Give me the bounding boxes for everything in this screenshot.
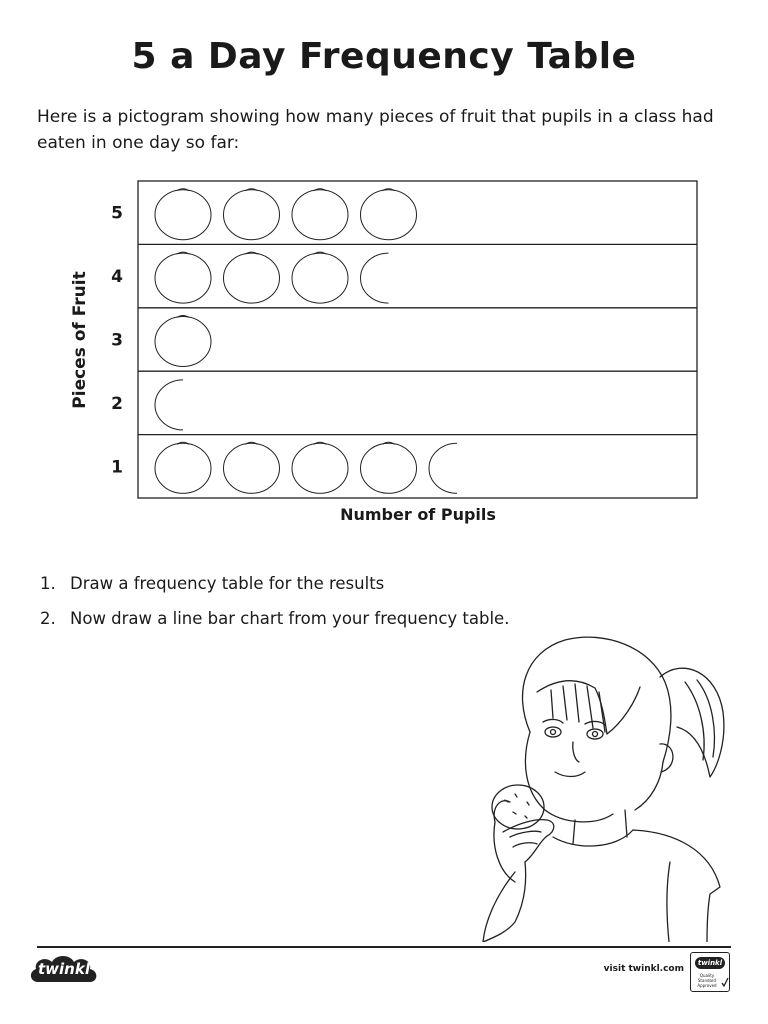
orange-icon (155, 253, 211, 303)
orange-icon (224, 443, 280, 493)
row-label: 4 (111, 267, 123, 288)
orange-icon (361, 443, 417, 493)
orange-icon (292, 253, 348, 303)
pictogram (100, 178, 700, 504)
girl-eating-fruit-illustration (455, 632, 730, 942)
orange-icon (292, 190, 348, 240)
x-axis-label: Number of Pupils (340, 505, 496, 524)
question-number: 1. (40, 574, 56, 593)
orange-icon (292, 443, 348, 493)
row-label: 3 (111, 330, 123, 351)
orange-icon (224, 253, 280, 303)
row-label: 2 (111, 393, 123, 414)
logo-text: twinkl (38, 960, 90, 978)
page-title: 5 a Day Frequency Table (131, 36, 637, 77)
orange-icon (224, 190, 280, 240)
badge-text: Quality Standard Approved (697, 973, 717, 988)
orange-icon (155, 190, 211, 240)
quality-badge (690, 952, 730, 992)
badge-logo: twinkl (695, 957, 725, 969)
twinkl-logo (28, 952, 100, 988)
question-text: Now draw a line bar chart from your frequency table. (70, 609, 510, 628)
orange-icon (155, 443, 211, 493)
half-orange-icon (361, 253, 389, 303)
question-item (40, 609, 720, 629)
footer-divider (37, 946, 731, 948)
intro-text: Here is a pictogram showing how many pieces of fruit that pupils in a class had eaten in one day so far: (37, 107, 714, 153)
question-number: 2. (40, 609, 56, 628)
row-label: 1 (111, 457, 123, 478)
half-orange-icon (155, 380, 183, 430)
pictogram-frame (138, 181, 697, 498)
tick-icon (721, 977, 729, 987)
y-axis-label: Pieces of Fruit (70, 271, 90, 409)
row-label: 5 (111, 203, 123, 224)
orange-icon (361, 190, 417, 240)
half-orange-icon (429, 443, 457, 493)
orange-icon (155, 317, 211, 367)
question-item (40, 574, 720, 594)
visit-link[interactable]: visit twinkl.com (603, 964, 684, 974)
question-text: Draw a frequency table for the results (70, 574, 385, 593)
